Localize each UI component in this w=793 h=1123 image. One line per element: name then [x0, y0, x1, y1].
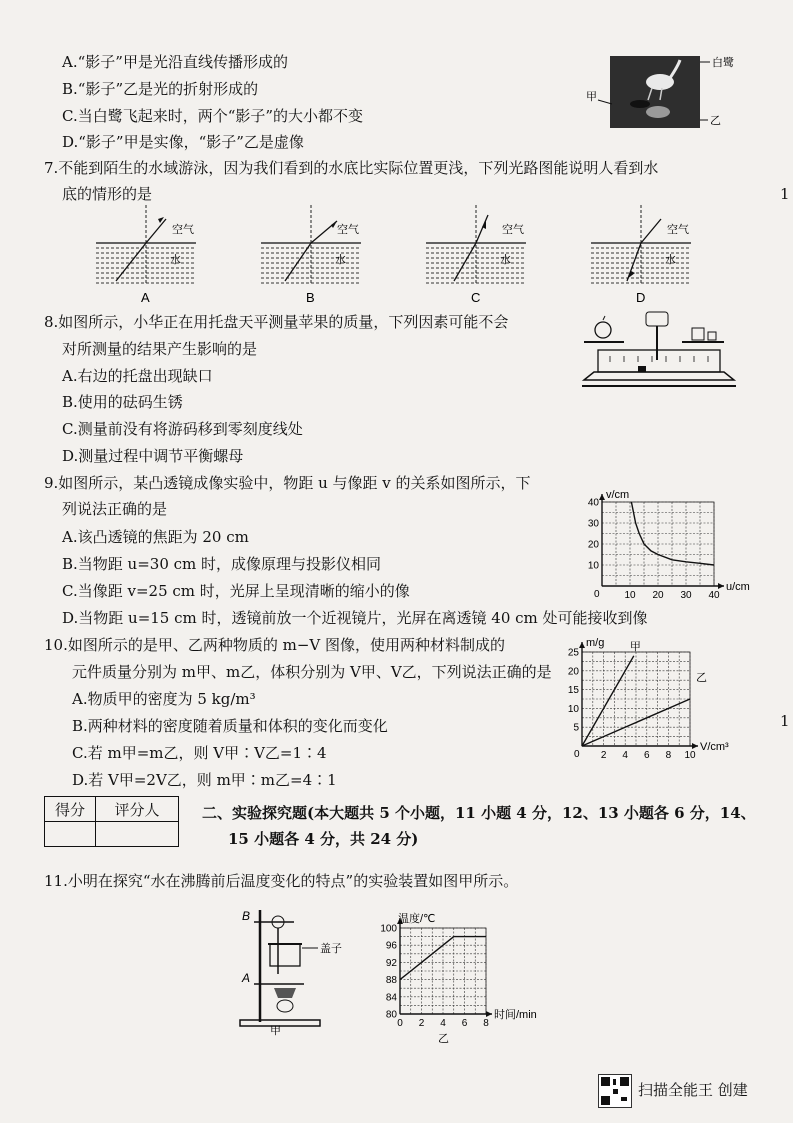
q11-stem: 11.小明在探究“水在沸腾前后温度变化的特点”的实验装置如图甲所示。	[44, 872, 519, 890]
ray-water	[285, 243, 311, 281]
q9-stem-line2: 列说法正确的是	[62, 500, 168, 518]
x-axis-arrow-icon	[692, 743, 698, 749]
weight-icon	[692, 328, 704, 340]
x-tick-label: 4	[440, 1018, 446, 1029]
pointer-dial	[646, 312, 668, 326]
q10-option-c: C.若 m甲=m乙，则 V甲∶V乙=1∶4	[72, 744, 327, 762]
chart-axes	[579, 642, 698, 749]
option-label-b: B	[306, 290, 315, 305]
y-tick-label: 25	[567, 647, 579, 659]
q10-option-a: A.物质甲的密度为 5 kg/m³	[72, 690, 256, 708]
mv-chart	[558, 630, 748, 764]
q9-option-c: C.当像距 v=25 cm 时，光屏上呈现清晰的缩小的像	[62, 582, 410, 600]
y-tick-label: 10	[567, 703, 579, 715]
ray-air	[146, 219, 166, 243]
q6-option-c: C.当白鹭飞起来时，两个“影子”的大小都不变	[62, 107, 364, 125]
x-axis-label: 时间/min	[494, 1009, 537, 1021]
q8-option-c: C.测量前没有将游码移到零刻度线处	[62, 420, 303, 438]
chart-grid	[400, 928, 486, 1014]
x-tick-label: 6	[644, 750, 650, 761]
q8-balance-figure	[574, 302, 742, 402]
label-shadow-b: 乙	[710, 115, 721, 127]
q7-diagram-b	[257, 205, 367, 305]
label-a: A	[242, 971, 251, 985]
y-tick-label: 96	[385, 940, 397, 952]
q11-apparatus-figure	[234, 904, 358, 1037]
q9-stem-line1: 9.如图所示，某凸透镜成像实验中，物距 u 与像距 v 的关系如图所示，下	[44, 474, 531, 492]
y-axis-label: 温度/℃	[398, 913, 436, 925]
section2-title-line1: 二、实验探究题(本大题共 5 个小题，11 小题 4 分，12、13 小题各 6 分，14、	[202, 804, 756, 822]
x-tick-label: 6	[461, 1018, 468, 1029]
label-shadow-a: 甲	[586, 91, 597, 103]
label-egret: 白鹭	[712, 57, 734, 69]
option-label-d: D	[636, 290, 646, 305]
x-tick-label: 2	[418, 1018, 425, 1029]
y-tick-label: 10	[587, 560, 599, 572]
y-tick-label: 84	[385, 992, 397, 1004]
y-tick-label: 15	[567, 685, 579, 697]
scanner-watermark: 扫描全能王 创建	[638, 1081, 748, 1099]
rider-icon	[638, 366, 646, 372]
q9-option-d: D.当物距 u=15 cm 时，透镜前放一个近视镜片，光屏在离透镜 40 cm 处可能接收到像	[62, 609, 648, 627]
ray-water	[454, 243, 476, 281]
qr-code-icon	[598, 1074, 632, 1108]
x-tick-label: 10	[624, 590, 636, 601]
y-tick-label: 20	[587, 539, 599, 551]
grader-cell[interactable]	[96, 822, 179, 847]
temperature-chart	[366, 904, 536, 1044]
y-tick-label: 100	[380, 923, 397, 935]
x-tick-label: 8	[483, 1018, 489, 1029]
grader-header: 评分人	[96, 797, 179, 822]
q8-option-d: D.测量过程中调节平衡螺母	[62, 447, 244, 465]
q7-stem-line2: 底的情形的是	[62, 185, 153, 203]
y-axis-label: m/g	[586, 637, 605, 649]
x-axis-label: u/cm	[726, 581, 750, 593]
q9-option-b: B.当物距 u=30 cm 时，成像原理与投影仪相同	[62, 555, 382, 573]
series-line-0	[582, 656, 634, 746]
balance-base	[584, 372, 734, 380]
air-label: 空气	[502, 224, 524, 236]
q7-stem-line1: 7.不能到陌生的水域游泳，因为我们看到的水底比实际位置更浅，下列光路图能说明人看到水	[44, 159, 659, 177]
x-tick-label: 20	[652, 590, 664, 601]
reflection-icon	[646, 106, 670, 118]
label-b: B	[242, 909, 251, 923]
score-cell[interactable]	[45, 822, 96, 847]
q10-stem-line2: 元件质量分别为 m甲、m乙，体积分别为 V甲、V乙，下列说法正确的是	[72, 663, 552, 681]
x-axis-arrow-icon	[718, 583, 724, 589]
x-axis-label: V/cm³	[700, 741, 729, 753]
shadow-icon	[630, 100, 650, 108]
chart-axes	[599, 494, 724, 589]
ray-water	[116, 243, 146, 281]
ray-air	[476, 215, 488, 243]
q10-option-b: B.两种材料的密度随着质量和体积的变化而变化	[72, 717, 388, 735]
air-label: 空气	[667, 224, 689, 236]
air-label: 空气	[337, 224, 359, 236]
x-tick-label: 10	[684, 750, 696, 761]
y-axis-arrow-icon	[579, 642, 585, 648]
q6-option-d: D.“影子”甲是实像，“影子”乙是虚像	[62, 133, 304, 151]
option-label-a: A	[141, 290, 150, 305]
origin-label: 0	[594, 589, 600, 600]
q8-option-a: A.右边的托盘出现缺口	[62, 367, 213, 385]
chart-grid	[582, 652, 690, 746]
water-label: 水	[665, 254, 676, 266]
y-tick-label: 30	[587, 518, 599, 530]
chart-axes	[397, 918, 492, 1017]
y-tick-label: 40	[587, 497, 599, 509]
chart-ticks	[380, 924, 489, 1030]
caption-b: 乙	[438, 1033, 449, 1045]
q6-egret-photo	[582, 48, 746, 134]
x-tick-label: 40	[708, 590, 720, 601]
q6-option-a: A.“影子”甲是光沿直线传播形成的	[62, 53, 288, 71]
water-label: 水	[335, 254, 346, 266]
margin-mark-1: 1	[780, 185, 790, 203]
margin-mark-2: 1	[780, 712, 790, 730]
label-lid: 盖子	[320, 943, 342, 955]
x-tick-label: 4	[622, 750, 628, 761]
caption-a: 甲	[270, 1025, 281, 1037]
y-axis-label: v/cm	[606, 489, 630, 501]
x-tick-label: 2	[600, 750, 607, 761]
alcohol-lamp-icon	[277, 1000, 293, 1012]
q10-stem-line1: 10.如图所示的是甲、乙两种物质的 m−V 图像，使用两种材料制成的	[44, 636, 506, 654]
x-tick-label: 0	[397, 1018, 403, 1029]
q8-stem-line2: 对所测量的结果产生影响的是	[62, 340, 258, 358]
option-label-c: C	[471, 290, 481, 305]
y-tick-label: 5	[573, 722, 579, 734]
score-header: 得分	[45, 797, 96, 822]
y-tick-label: 92	[385, 957, 397, 969]
burner-flame-icon	[274, 988, 296, 998]
section2-title-line2: 15 小题各 4 分，共 24 分)	[228, 830, 419, 848]
q7-diagram-a	[92, 205, 202, 305]
y-tick-label: 80	[385, 1009, 397, 1021]
q10-option-d: D.若 V甲=2V乙，则 m甲∶m乙=4∶1	[72, 771, 337, 789]
y-tick-label: 20	[567, 666, 579, 678]
series-label-1: 乙	[696, 672, 707, 684]
x-tick-label: 8	[665, 750, 672, 761]
q7-diagram-d	[587, 205, 697, 305]
q7-diagram-c	[422, 205, 532, 305]
score-table	[44, 796, 179, 847]
chart-grid	[602, 502, 714, 586]
weight-icon-small	[708, 332, 716, 340]
x-axis-arrow-icon	[486, 1011, 492, 1017]
air-label: 空气	[172, 224, 194, 236]
water-label: 水	[170, 254, 181, 266]
q8-stem-line1: 8.如图所示，小华正在用托盘天平测量苹果的质量，下列因素可能不会	[44, 313, 509, 331]
x-tick-label: 30	[680, 590, 692, 601]
uv-chart	[570, 489, 750, 606]
q8-option-b: B.使用的砝码生锈	[62, 393, 183, 411]
y-axis-arrow-icon	[599, 494, 605, 500]
series-label-0: 甲	[629, 640, 641, 653]
y-tick-label: 88	[385, 975, 397, 987]
balance-beam	[598, 350, 720, 372]
chart-marks	[582, 640, 707, 746]
origin-label: 0	[574, 749, 580, 760]
q6-option-b: B.“影子”乙是光的折射形成的	[62, 80, 259, 98]
water-label: 水	[500, 254, 511, 266]
beaker-icon	[270, 944, 300, 966]
q9-option-a: A.该凸透镜的焦距为 20 cm	[62, 528, 249, 546]
apple-icon	[595, 322, 611, 338]
ray-air	[641, 219, 661, 243]
